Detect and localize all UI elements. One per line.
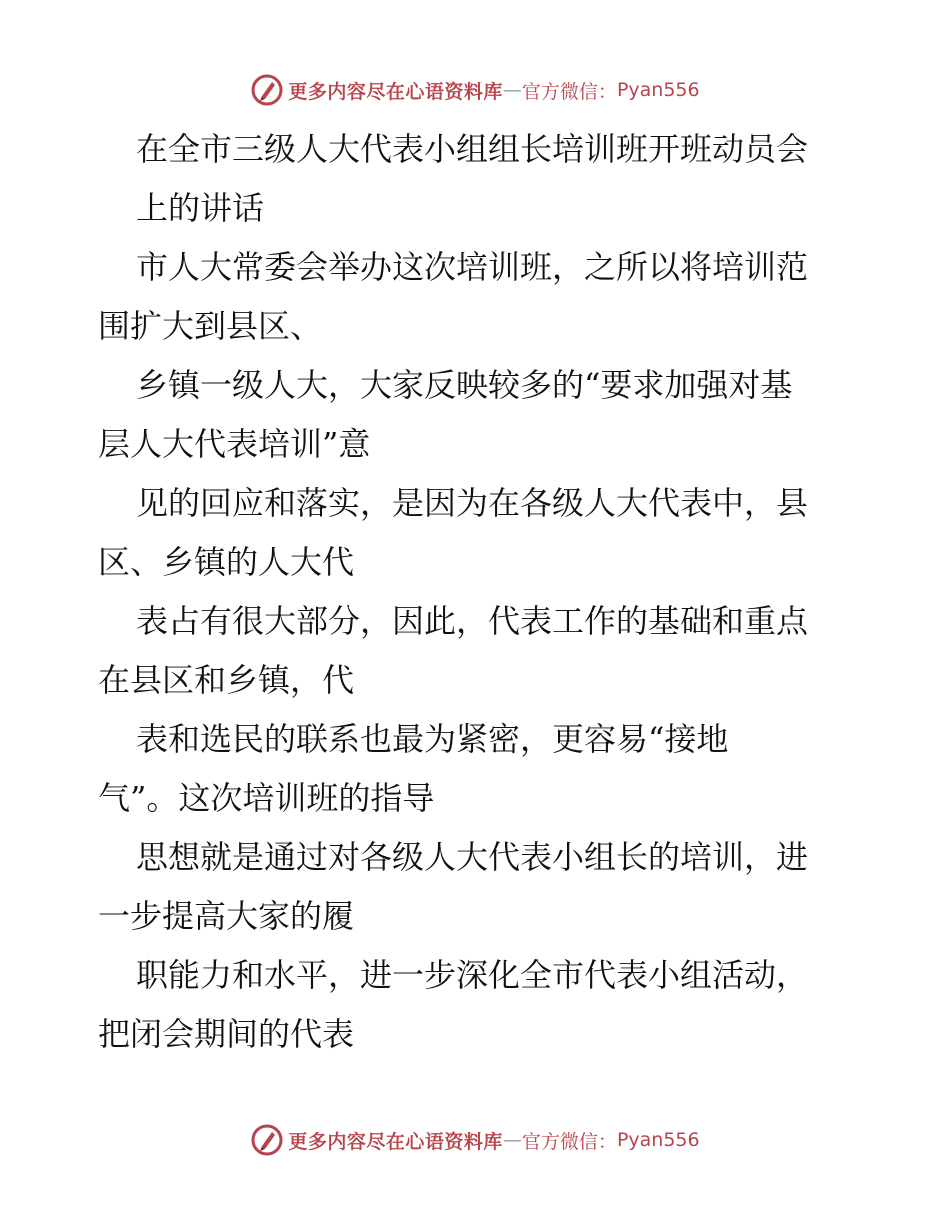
banner-wechat-id: Pyan556 xyxy=(616,1129,700,1151)
banner-separator: — xyxy=(502,79,522,101)
paragraph-line: 把闭会期间的代表 xyxy=(98,1015,355,1053)
paragraph xyxy=(98,474,858,592)
banner-title: 更多内容尽在心语资料库 xyxy=(288,80,503,103)
paragraph-line: 气”。这次培训班的指导 xyxy=(98,779,435,817)
banner-wechat-id: Pyan556 xyxy=(616,79,700,101)
paragraph-title xyxy=(98,120,858,238)
banner-separator: — xyxy=(502,1129,522,1151)
paragraph-line: 在县区和乡镇，代 xyxy=(98,661,355,699)
paragraph-line: 职能力和水平，进一步深化全市代表小组活动， xyxy=(136,956,809,994)
paragraph-line: 见的回应和落实，是因为在各级人大代表中，县 xyxy=(136,484,809,522)
banner-wechat-label: 官方微信： xyxy=(521,1130,617,1153)
paragraph xyxy=(98,710,858,828)
pen-nib-circle-icon xyxy=(250,1123,284,1157)
paragraph xyxy=(98,946,858,1064)
paragraph-line: 表和选民的联系也最为紧密，更容易“接地 xyxy=(136,720,729,758)
pen-nib-circle-icon xyxy=(250,73,284,107)
paragraph xyxy=(98,592,858,710)
paragraph xyxy=(98,238,858,356)
paragraph-line: 思想就是通过对各级人大代表小组长的培训，进 xyxy=(136,838,809,876)
paragraph-line: 围扩大到县区、 xyxy=(98,307,323,345)
paragraph-line: 市人大常委会举办这次培训班，之所以将培训范 xyxy=(136,248,809,286)
header-banner xyxy=(0,70,950,110)
paragraph-line: 乡镇一级人大，大家反映较多的“要求加强对基 xyxy=(136,366,793,404)
footer-banner xyxy=(0,1120,950,1160)
paragraph-line: 区、乡镇的人大代 xyxy=(98,543,355,581)
paragraph-line: 上的讲话 xyxy=(136,189,265,227)
banner-wechat-label: 官方微信： xyxy=(521,80,617,103)
paragraph-line: 在全市三级人大代表小组组长培训班开班动员会 xyxy=(136,130,809,168)
document-body xyxy=(98,120,858,1064)
paragraph xyxy=(98,828,858,946)
paragraph-line: 表占有很大部分，因此，代表工作的基础和重点 xyxy=(136,602,809,640)
paragraph-line: 一步提高大家的履 xyxy=(98,897,355,935)
paragraph-line: 层人大代表培训”意 xyxy=(98,425,371,463)
paragraph xyxy=(98,356,858,474)
banner-title: 更多内容尽在心语资料库 xyxy=(288,1130,503,1153)
